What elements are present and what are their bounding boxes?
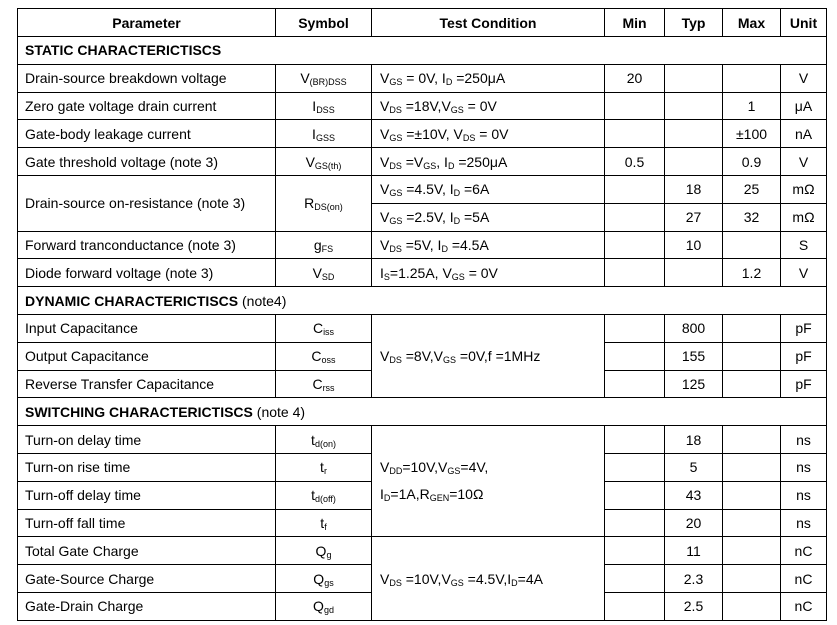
max-cell (723, 537, 781, 565)
min-cell (605, 342, 665, 370)
typ-cell: 11 (665, 537, 723, 565)
min-cell (605, 92, 665, 120)
symbol-cell: $V_{(BR)DSS}$ (276, 64, 372, 92)
table-row (18, 92, 827, 120)
max-cell (723, 231, 781, 259)
typ-cell: 155 (665, 342, 723, 370)
typ-cell: 20 (665, 509, 723, 537)
section-switching-note: (note 4) (252, 403, 306, 420)
unit-cell: ns (781, 509, 827, 537)
section-switching (18, 398, 827, 426)
typ-cell: 27 (665, 203, 723, 231)
symbol-cell: $I_{DSS}$ (276, 92, 372, 120)
condition-cell: $V_{GS} =2.5V$, $I_D =5A$ (372, 203, 605, 231)
section-dynamic (18, 287, 827, 315)
header-max: Max (723, 9, 781, 37)
condition-cell: $V_{GS} =4.5V$, $I_D =6A$ (372, 175, 605, 203)
symbol-cell: $t_f$ (276, 509, 372, 537)
table-row (18, 120, 827, 148)
typ-cell (665, 120, 723, 148)
table-row (18, 231, 827, 259)
max-cell: 25 (723, 175, 781, 203)
min-cell (605, 175, 665, 203)
unit-cell: pF (781, 370, 827, 398)
max-cell: 0.9 (723, 148, 781, 176)
table-row (18, 64, 827, 92)
min-cell (605, 426, 665, 454)
symbol-cell: $C_{oss}$ (276, 342, 372, 370)
condition-cell: $V_{DS} =5V$, $I_D =4.5A$ (372, 231, 605, 259)
min-cell (605, 314, 665, 342)
unit-cell: ns (781, 453, 827, 481)
min-cell (605, 120, 665, 148)
typ-cell (665, 148, 723, 176)
symbol-cell: $I_{GSS}$ (276, 120, 372, 148)
unit-cell: pF (781, 342, 827, 370)
switching-condition-line-1: $V_{DD}=10V,V_{GS}=4V$, (380, 459, 489, 477)
param-cell: Drain-source breakdown voltage (18, 64, 276, 92)
unit-cell: pF (781, 314, 827, 342)
symbol-cell: $R_{DS(on)}$ (276, 175, 372, 231)
condition-cell: $I_S=1.25A$, $V_{GS} = 0V$ (372, 259, 605, 287)
param-cell: Gate threshold voltage (note 3) (18, 148, 276, 176)
typ-cell: 18 (665, 426, 723, 454)
max-cell (723, 314, 781, 342)
section-static-title (18, 37, 827, 65)
unit-cell: ns (781, 481, 827, 509)
param-cell: Turn-on rise time (18, 453, 276, 481)
param-cell: Forward tranconductance (note 3) (18, 231, 276, 259)
min-cell (605, 231, 665, 259)
symbol-cell: $V_{SD}$ (276, 259, 372, 287)
unit-cell: μA (781, 92, 827, 120)
header-row (18, 9, 827, 37)
min-cell (605, 453, 665, 481)
section-static-title-text: STATIC CHARACTERICTISCS (25, 42, 222, 59)
param-cell: Turn-off delay time (18, 481, 276, 509)
header-typ: Typ (665, 9, 723, 37)
unit-cell: S (781, 231, 827, 259)
table-row (18, 259, 827, 287)
typ-cell (665, 259, 723, 287)
section-dynamic-title (18, 287, 827, 315)
param-cell: Reverse Transfer Capacitance (18, 370, 276, 398)
symbol-cell: $t_{d(off)}$ (276, 481, 372, 509)
typ-cell: 10 (665, 231, 723, 259)
section-static (18, 37, 827, 65)
symbol-cell: $C_{rss}$ (276, 370, 372, 398)
unit-cell: V (781, 148, 827, 176)
unit-cell: nA (781, 120, 827, 148)
symbol-cell: $t_r$ (276, 453, 372, 481)
unit-cell: V (781, 259, 827, 287)
typ-cell: 800 (665, 314, 723, 342)
unit-cell: ns (781, 426, 827, 454)
param-cell: Turn-off fall time (18, 509, 276, 537)
table-row (18, 175, 827, 203)
condition-cell: $V_{DS} =18V,V_{GS} = 0V$ (372, 92, 605, 120)
symbol-cell: $Q_g$ (276, 537, 372, 565)
unit-cell: nC (781, 592, 827, 620)
header-min: Min (605, 9, 665, 37)
symbol-cell: $Q_{gs}$ (276, 565, 372, 593)
param-cell: Output Capacitance (18, 342, 276, 370)
max-cell: ±100 (723, 120, 781, 148)
switching-condition-line-2: $I_D=1A,R_{GEN}=10\Omega$ (380, 486, 484, 504)
unit-cell: nC (781, 537, 827, 565)
typ-cell (665, 92, 723, 120)
electrical-characteristics-table (17, 8, 827, 621)
unit-cell: mΩ (781, 175, 827, 203)
param-cell: Zero gate voltage drain current (18, 92, 276, 120)
min-cell (605, 592, 665, 620)
param-cell: Diode forward voltage (note 3) (18, 259, 276, 287)
condition-cell: $V_{DS} =10V,V_{GS} =4.5V,I_D=4A$ (372, 537, 605, 620)
unit-cell: V (781, 64, 827, 92)
electrical-characteristics-sheet (17, 8, 827, 621)
max-cell (723, 509, 781, 537)
max-cell (723, 565, 781, 593)
unit-cell: nC (781, 565, 827, 593)
max-cell (723, 370, 781, 398)
param-cell: Gate-Source Charge (18, 565, 276, 593)
max-cell: 1.2 (723, 259, 781, 287)
unit-cell: mΩ (781, 203, 827, 231)
param-cell: Drain-source on-resistance (note 3) (18, 175, 276, 231)
header-test-condition: Test Condition (372, 9, 605, 37)
table-row (18, 426, 827, 454)
header-parameter: Parameter (18, 9, 276, 37)
condition-cell: $V_{DS} =V_{GS}$, $I_D =250\mu A$ (372, 148, 605, 176)
condition-cell (372, 426, 605, 537)
min-cell (605, 509, 665, 537)
param-cell: Total Gate Charge (18, 537, 276, 565)
typ-cell: 2.3 (665, 565, 723, 593)
typ-cell: 2.5 (665, 592, 723, 620)
max-cell (723, 426, 781, 454)
min-cell: 20 (605, 64, 665, 92)
typ-cell (665, 64, 723, 92)
section-switching-title (18, 398, 827, 426)
max-cell (723, 453, 781, 481)
table-row (18, 537, 827, 565)
param-cell: Turn-on delay time (18, 426, 276, 454)
section-dynamic-note: (note4) (238, 292, 287, 309)
min-cell: 0.5 (605, 148, 665, 176)
min-cell (605, 481, 665, 509)
header-symbol: Symbol (276, 9, 372, 37)
typ-cell: 125 (665, 370, 723, 398)
max-cell (723, 64, 781, 92)
condition-cell: $V_{DS} =8V,V_{GS} =0V,f =1MHz$ (372, 314, 605, 397)
max-cell: 32 (723, 203, 781, 231)
header-unit: Unit (781, 9, 827, 37)
min-cell (605, 203, 665, 231)
max-cell (723, 342, 781, 370)
table-row (18, 314, 827, 342)
typ-cell: 5 (665, 453, 723, 481)
min-cell (605, 259, 665, 287)
typ-cell: 43 (665, 481, 723, 509)
section-dynamic-title-text: DYNAMIC CHARACTERICTISCS (25, 292, 239, 309)
condition-cell: $V_{GS} =\pm 10V$, $V_{DS} = 0V$ (372, 120, 605, 148)
section-switching-title-text: SWITCHING CHARACTERICTISCS (25, 403, 253, 420)
symbol-cell: $C_{iss}$ (276, 314, 372, 342)
symbol-cell: $Q_{gd}$ (276, 592, 372, 620)
table-row (18, 148, 827, 176)
param-cell: Input Capacitance (18, 314, 276, 342)
param-cell: Gate-body leakage current (18, 120, 276, 148)
param-cell: Gate-Drain Charge (18, 592, 276, 620)
min-cell (605, 537, 665, 565)
max-cell (723, 481, 781, 509)
min-cell (605, 565, 665, 593)
max-cell (723, 592, 781, 620)
symbol-cell: $V_{GS(th)}$ (276, 148, 372, 176)
min-cell (605, 370, 665, 398)
condition-cell: $V_{GS} = 0V$, $I_D =250\mu A$ (372, 64, 605, 92)
typ-cell: 18 (665, 175, 723, 203)
symbol-cell: $t_{d(on)}$ (276, 426, 372, 454)
symbol-cell: $g_{FS}$ (276, 231, 372, 259)
max-cell: 1 (723, 92, 781, 120)
